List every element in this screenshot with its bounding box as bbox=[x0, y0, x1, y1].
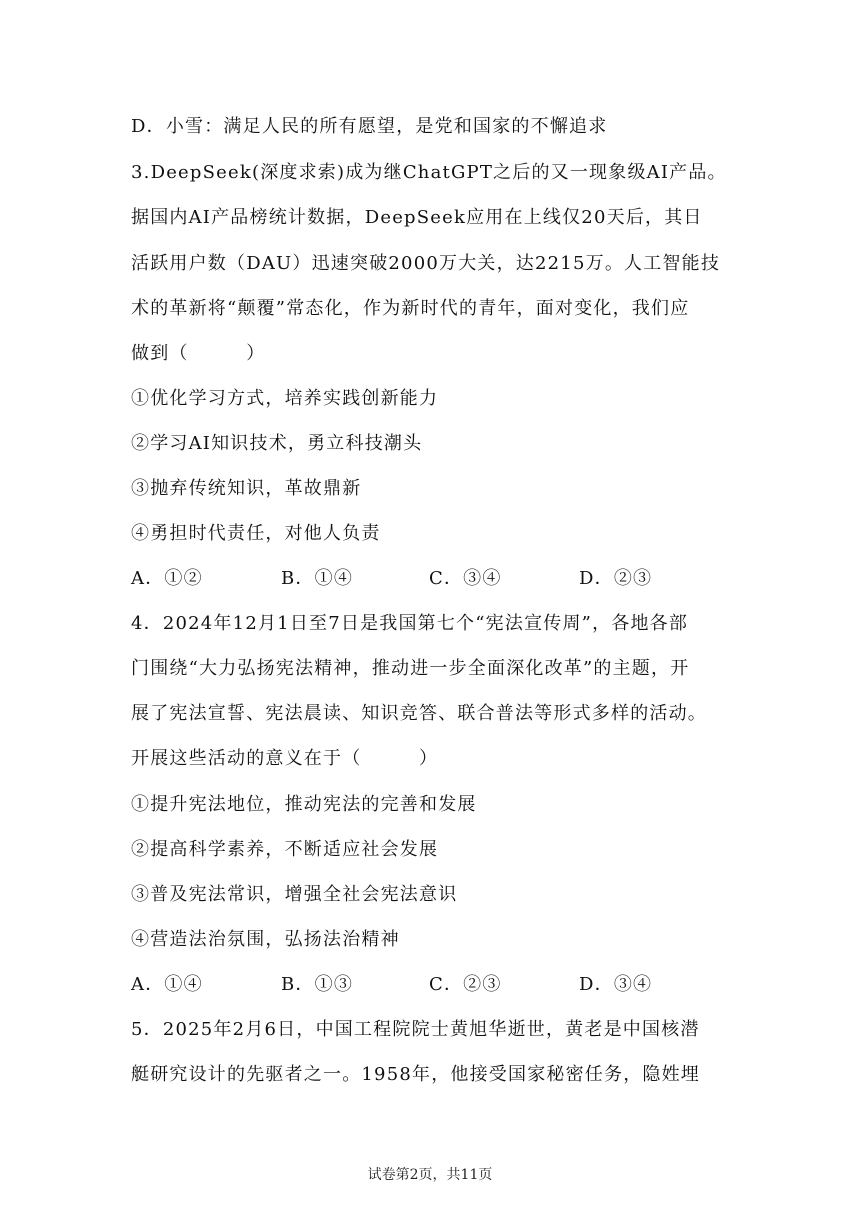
q3-statement-1: ①优化学习方式，培养实践创新能力 bbox=[131, 388, 439, 409]
q4-statement-2: ②提高科学素养，不断适应社会发展 bbox=[131, 839, 439, 860]
q4-statement-4: ④营造法治氛围，弘扬法治精神 bbox=[131, 929, 400, 950]
q3-option-c: C．③④ bbox=[429, 568, 502, 589]
q3-option-d: D．②③ bbox=[579, 568, 653, 589]
page-footer: 试卷第2页，共11页 bbox=[367, 1167, 493, 1183]
q3-stem-line-1: 3.DeepSeek(深度求索)成为继ChatGPT之后的又一现象级AI产品。 bbox=[131, 162, 727, 183]
q4-options bbox=[131, 972, 743, 998]
q3-stem-line-4: 术的革新将“颠覆”常态化，作为新时代的青年，面对变化，我们应 bbox=[131, 298, 690, 319]
q2-option-d: D．小雪：满足人民的所有愿望，是党和国家的不懈追求 bbox=[131, 116, 608, 137]
q3-statement-2: ②学习AI知识技术，勇立科技潮头 bbox=[131, 433, 423, 454]
q4-stem-line-2: 门围绕“大力弘扬宪法精神，推动进一步全面深化改革”的主题，开 bbox=[131, 658, 690, 679]
q5-stem-line-1: 5．2025年2月6日，中国工程院院士黄旭华逝世，黄老是中国核潜 bbox=[131, 1019, 700, 1040]
q3-option-a: A．①② bbox=[131, 568, 203, 589]
q3-stem-line-5: 做到（ ） bbox=[131, 343, 266, 364]
q3-options bbox=[131, 566, 743, 592]
q5-stem-line-2: 艇研究设计的先驱者之一。1958年，他接受国家秘密任务，隐姓埋 bbox=[131, 1064, 701, 1085]
q4-option-b: B．①③ bbox=[281, 974, 354, 995]
q4-option-d: D．③④ bbox=[579, 974, 653, 995]
q4-option-a: A．①④ bbox=[131, 974, 203, 995]
q3-option-b: B．①④ bbox=[281, 568, 354, 589]
q3-stem-line-2: 据国内AI产品榜统计数据，DeepSeek应用在上线仅20天后，其日 bbox=[131, 207, 703, 228]
q4-stem-line-4: 开展这些活动的意义在于（ ） bbox=[131, 748, 439, 769]
q4-option-c: C．②③ bbox=[429, 974, 502, 995]
q4-stem-line-3: 展了宪法宣誓、宪法晨读、知识竞答、联合普法等形式多样的活动。 bbox=[131, 703, 707, 724]
q4-statement-3: ③普及宪法常识，增强全社会宪法意识 bbox=[131, 884, 458, 905]
q3-statement-4: ④勇担时代责任，对他人负责 bbox=[131, 523, 381, 544]
q4-stem-line-1: 4．2024年12月1日至7日是我国第七个“宪法宣传周”，各地各部 bbox=[131, 613, 689, 634]
q3-stem-line-3: 活跃用户数（DAU）迅速突破2000万大关，达2215万。人工智能技 bbox=[131, 253, 721, 274]
q3-statement-3: ③抛弃传统知识，革故鼎新 bbox=[131, 478, 362, 499]
q4-statement-1: ①提升宪法地位，推动宪法的完善和发展 bbox=[131, 794, 477, 815]
